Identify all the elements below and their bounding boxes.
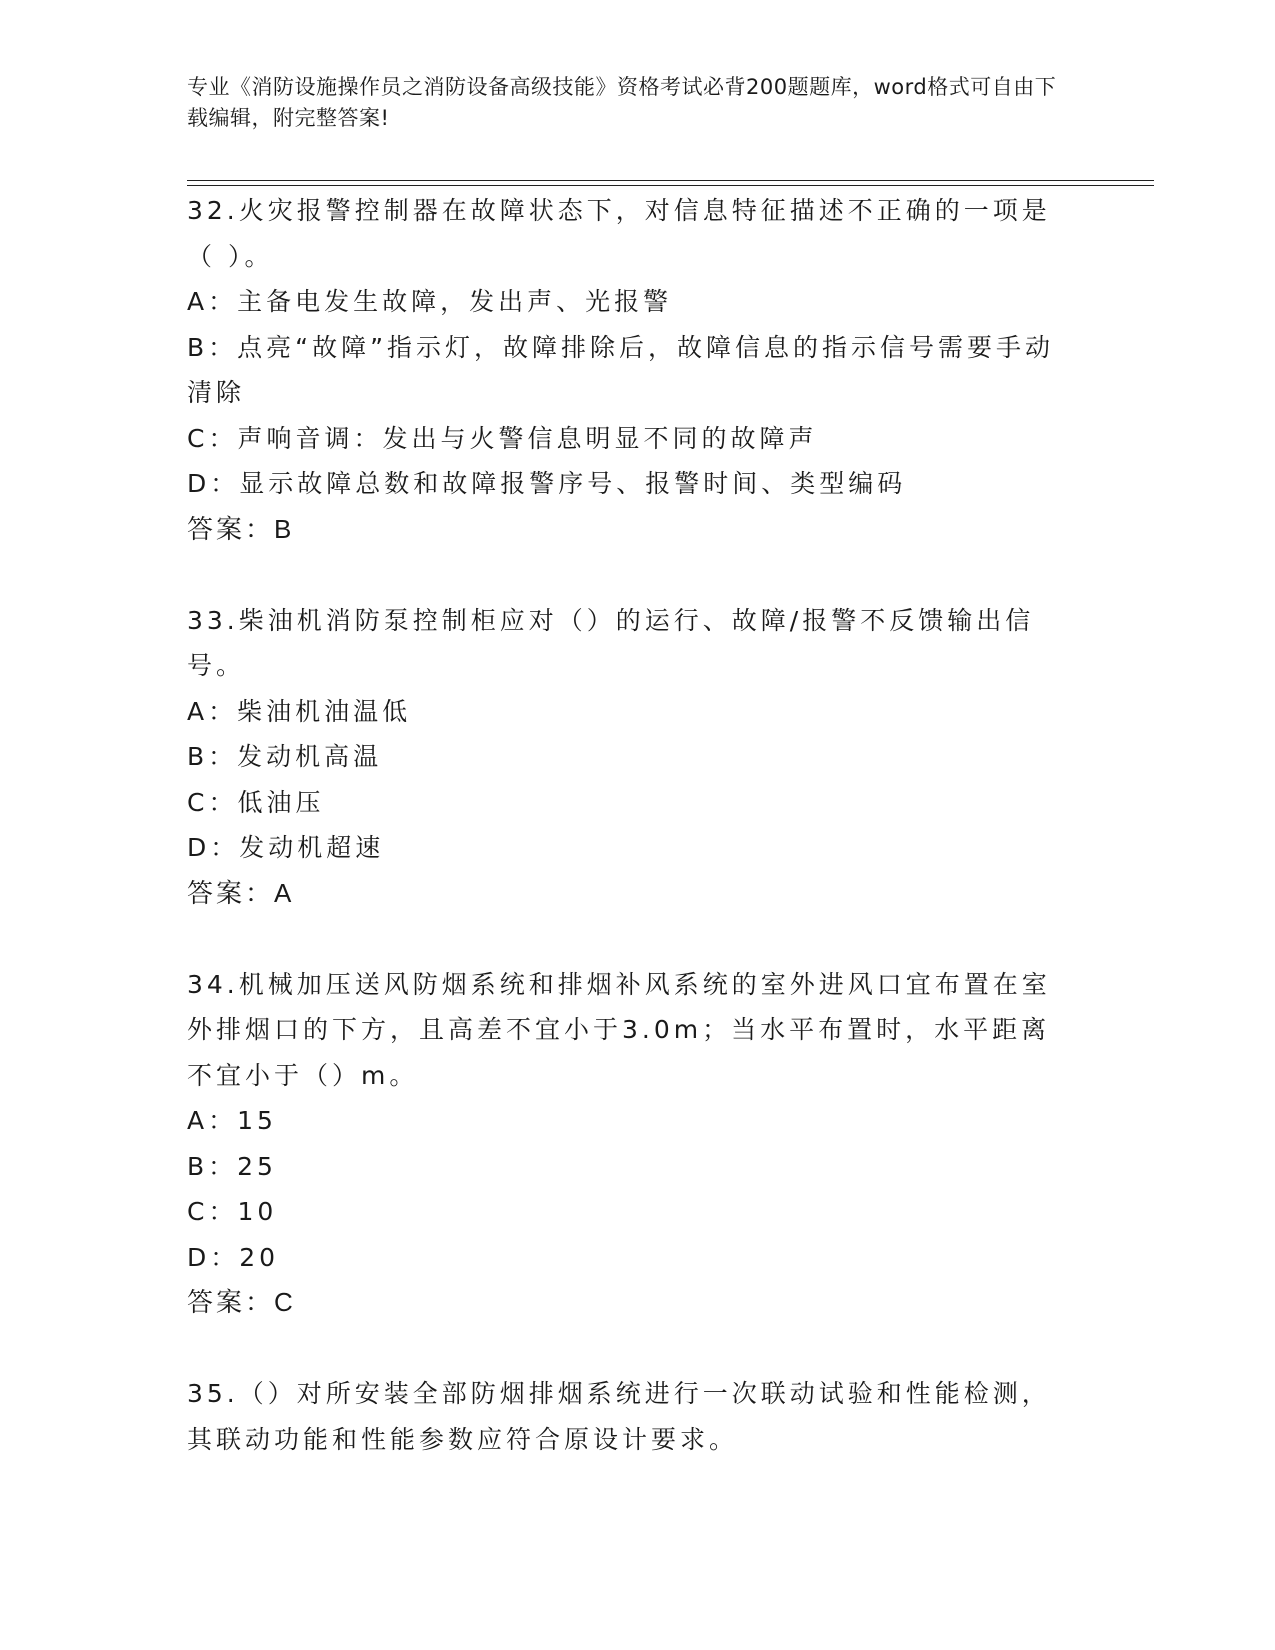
header-rule-top [187,180,1154,181]
question-34 [187,962,1067,1326]
question-body: （）对所安装全部防烟排烟系统进行一次联动试验和性能检测，其联动功能和性能参数应符合原设计要求。 [187,1379,1051,1454]
header-rule-bottom [187,185,1154,186]
answer-label: 答案： [187,877,275,908]
option-c: C：低油压 [187,787,325,817]
spacer [187,1326,1067,1372]
answer-value: A [274,877,293,908]
answer-line [187,871,1067,917]
option-a: A：柴油机油温低 [187,696,412,726]
question-35 [187,1371,1067,1462]
option-d: D：显示故障总数和故障报警序号、报警时间、类型编码 [187,469,907,498]
option-d: D：20 [187,1242,280,1272]
question-number: 33. [187,605,239,635]
answer-label: 答案： [187,1287,275,1317]
question-body: 火灾报警控制器在故障状态下，对信息特征描述不正确的一项是（ ）。 [187,196,1051,271]
answer-value: C [274,1287,294,1317]
question-number: 35. [187,1379,239,1408]
question-text [187,1371,1067,1462]
question-number: 34. [187,969,239,999]
question-32 [187,188,1067,552]
question-33 [187,598,1067,917]
option-c: C：声响音调：发出与火警信息明显不同的故障声 [187,423,818,453]
option-b: B：25 [187,1151,277,1181]
question-number: 32. [187,196,239,225]
option-a: A：15 [187,1106,277,1135]
option-a: A：主备电发生故障，发出声、光报警 [187,287,673,316]
spacer [187,916,1067,962]
option-d: D：发动机超速 [187,833,385,862]
option-b: B：发动机高温 [187,742,383,771]
question-text [187,962,1067,1099]
option-b: B：点亮“故障”指示灯，故障排除后，故障信息的指示信号需要手动清除 [187,332,1055,407]
question-body: 机械加压送风防烟系统和排烟补风系统的室外进风口宜布置在室外排烟口的下方，且高差不宜小于3.0m；当水平布置时，水平距离不宜小于（）m。 [187,969,1051,1090]
question-body: 柴油机消防泵控制柜应对（）的运行、故障/报警不反馈输出信号。 [187,605,1035,680]
option-c: C：10 [187,1197,278,1226]
question-text [187,188,1067,279]
answer-line [187,507,1067,553]
question-list [187,188,1067,1462]
answer-line [187,1280,1067,1326]
document-header: 专业《消防设施操作员之消防设备高级技能》资格考试必背200题题库，word格式可自由下载编辑，附完整答案! [187,75,1057,130]
answer-label: 答案： [187,513,275,544]
spacer [187,552,1067,598]
question-text [187,598,1067,689]
answer-value: B [274,513,293,544]
